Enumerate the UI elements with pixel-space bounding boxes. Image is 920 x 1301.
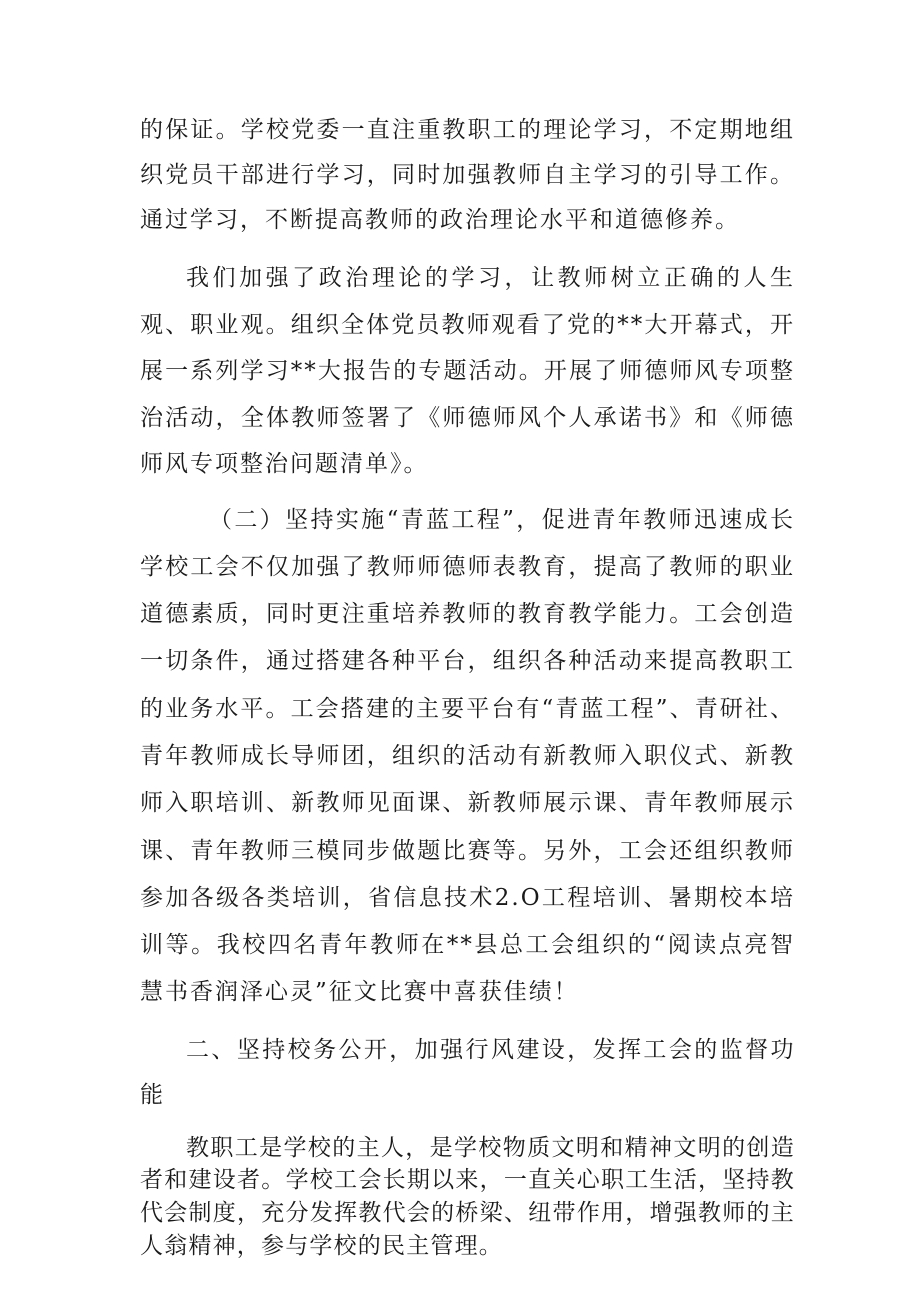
paragraph-theory-study-continued: 的保证。学校党委一直注重教职工的理论学习，不定期地组织党员干部进行学习，同时加强教师自主学习的引导工作。通过学习，不断提高教师的政治理论水平和道德修养。 (140, 117, 795, 233)
document-body (140, 108, 795, 1263)
paragraph-staff-congress: 教职工是学校的主人，是学校物质文明和精神文明的创造者和建设者。学校工会长期以来，一直关心职工生活，坚持教代会制度，充分发挥教代会的桥梁、纽带作用，增强教师的主人翁精神，参与学校的民主管理。 (140, 1134, 795, 1259)
paragraph-political-theory: 我们加强了政治理论的学习，让教师树立正确的人生观、职业观。组织全体党员教师观看了党的**大开幕式，开展一系列学习**大报告的专题活动。开展了师德师风专项整治活动，全体教师签署了《师德师风个人承诺书》和《师德师风专项整治问题清单》。 (140, 265, 795, 477)
section-heading-school-affairs: 二、坚持校务公开，加强行风建设，发挥工会的监督功能 (140, 1036, 795, 1108)
paragraph-qinglan-project: （二）坚持实施“青蓝工程”，促进青年教师迅速成长学校工会不仅加强了教师师德师表教育，提高了教师的职业道德素质，同时更注重培养教师的教育教学能力。工会创造一切条件，通过搭建各种平台，组织各种活动来提高教职工的业务水平。工会搭建的主要平台有“青蓝工程”、青研社、青年教师成长导师团，组织的活动有新教师入职仪式、新教师入职培训、新教师见面课、新教师展示课、青年教师展示课、青年教师三模同步做题比赛等。另外，工会还组织教师参加各级各类培训，省信息技术2.O工程培训、暑期校本培训等。我校四名青年教师在**县总工会组织的“阅读点亮智慧书香润泽心灵”征文比赛中喜获佳绩！ (140, 506, 795, 1006)
